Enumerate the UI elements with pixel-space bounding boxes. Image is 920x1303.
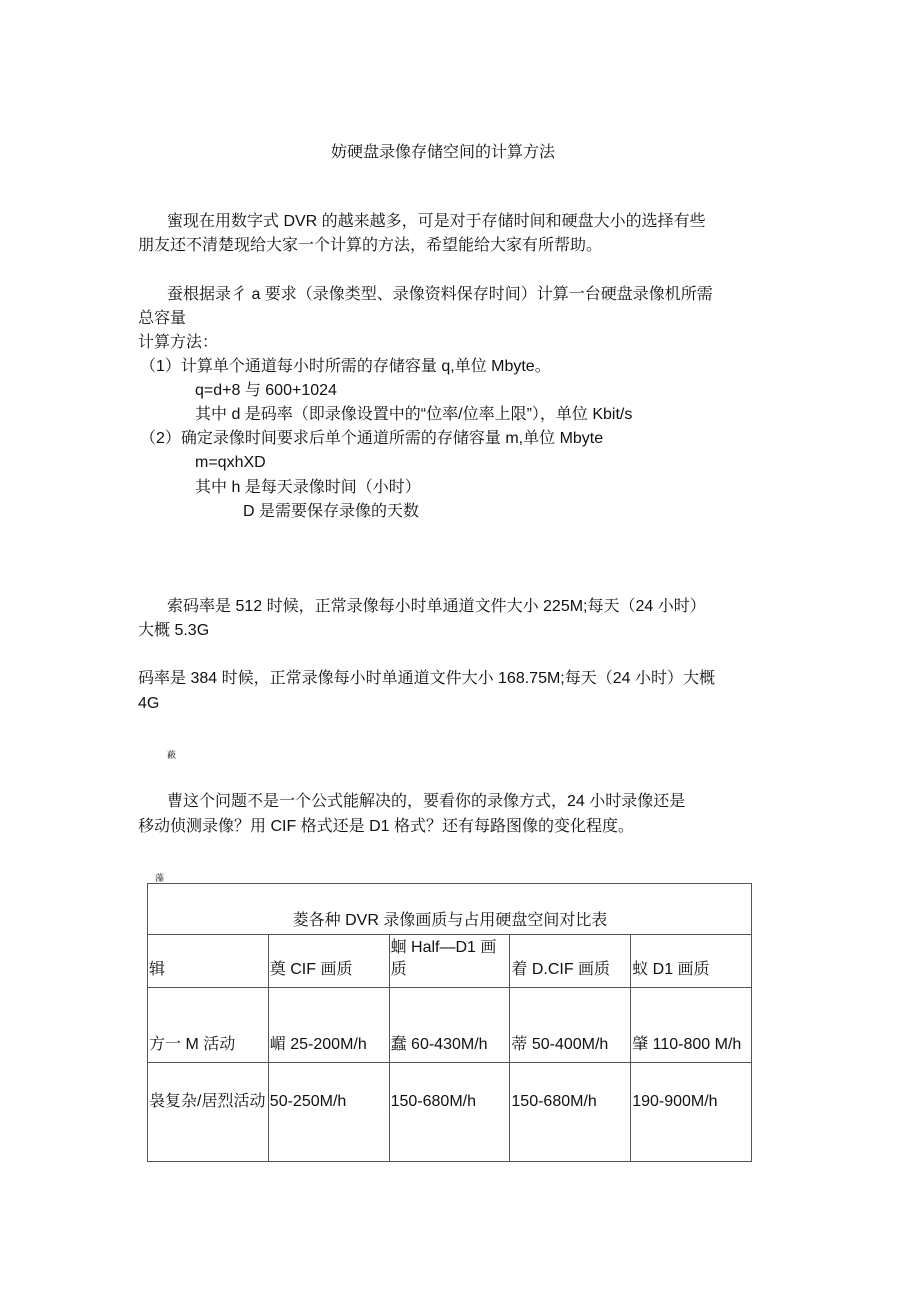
step-2-formula: m=qxhXD xyxy=(195,454,266,471)
step-1: （1）计算单个通道每小时所需的存储容量 q,单位 Mbyte。 xyxy=(140,358,551,375)
header-cell-cif: 奠 CIF 画质 xyxy=(268,935,389,988)
basis-line-1: 蚕根据录彳 a 要求（录像类型、录像资料保存时间）计算一台硬盘录像机所需 xyxy=(167,286,713,303)
table-header-row xyxy=(148,935,752,988)
basis-line-2: 总容量 xyxy=(138,310,187,327)
step-2-note-d: D 是需要保存录像的天数 xyxy=(243,503,420,520)
row-1-cif: 嵋 25-200M/h xyxy=(268,988,389,1063)
header-cell-dcif: 着 D.CIF 画质 xyxy=(510,935,631,988)
header-cell-d1: 蚁 D1 画质 xyxy=(631,935,752,988)
row-2-label: 袅复杂/居烈活动 xyxy=(148,1063,269,1162)
header-cell-type: 辑 xyxy=(148,935,269,988)
table-row xyxy=(148,1063,752,1162)
step-2-note-h: 其中 h 是每天录像时间（小时） xyxy=(195,479,421,496)
step-2: （2）确定录像时间要求后单个通道所需的存储容量 m,单位 Mbyte xyxy=(140,430,604,447)
small-mark-2: 藻 xyxy=(155,873,165,883)
header-cell-half-d1: 蛔 Half—D1 画质 xyxy=(389,935,510,988)
row-2-cif: 50-250M/h xyxy=(268,1063,389,1162)
row-1-dcif: 蒂 50-400M/h xyxy=(510,988,631,1063)
table-title: 菱各种 DVR 录像画质与占用硬盘空间对比表 xyxy=(148,884,752,935)
example-1-line-1: 索码率是 512 时候，正常录像每小时单通道文件大小 225M;每天（24 小时） xyxy=(167,598,706,615)
intro-line-1: 蜜现在用数字式 DVR 的越来越多，可是对于存储时间和硬盘大小的选择有些 xyxy=(167,213,706,230)
row-1-half-d1: 蠢 60-430M/h xyxy=(389,988,510,1063)
note-line-1: 曹这个问题不是一个公式能解决的，要看你的录像方式，24 小时录像还是 xyxy=(167,793,686,810)
page-title: 妨硬盘录像存储空间的计算方法 xyxy=(331,144,556,161)
example-2-line-2: 4G xyxy=(138,695,160,712)
intro-line-2: 朋友还不清楚现给大家一个计算的方法，希望能给大家有所帮助。 xyxy=(138,237,603,254)
note-line-2: 移动侦测录像？用 CIF 格式还是 D1 格式？还有每路图像的变化程度。 xyxy=(138,818,635,835)
method-label: 计算方法： xyxy=(138,334,219,351)
small-mark-1: 蔽 xyxy=(167,750,177,760)
step-1-formula: q=d+8 与 600+1024 xyxy=(195,382,337,399)
example-2-line-1: 码率是 384 时候，正常录像每小时单通道文件大小 168.75M;每天（24 小时）大概 xyxy=(138,670,715,687)
step-1-note: 其中 d 是码率（即录像设置中的“位率/位率上限”），单位 Kbit/s xyxy=(195,406,633,423)
table-row xyxy=(148,988,752,1063)
row-2-d1: 190-900M/h xyxy=(631,1063,752,1162)
row-2-dcif: 150-680M/h xyxy=(510,1063,631,1162)
example-1-line-2: 大概 5.3G xyxy=(138,622,210,639)
row-2-half-d1: 150-680M/h xyxy=(389,1063,510,1162)
row-1-d1: 肇 110-800 M/h xyxy=(631,988,752,1063)
row-1-label: 方一 M 活动 xyxy=(148,988,269,1063)
table-title-row xyxy=(148,884,752,935)
comparison-table xyxy=(147,883,752,1162)
